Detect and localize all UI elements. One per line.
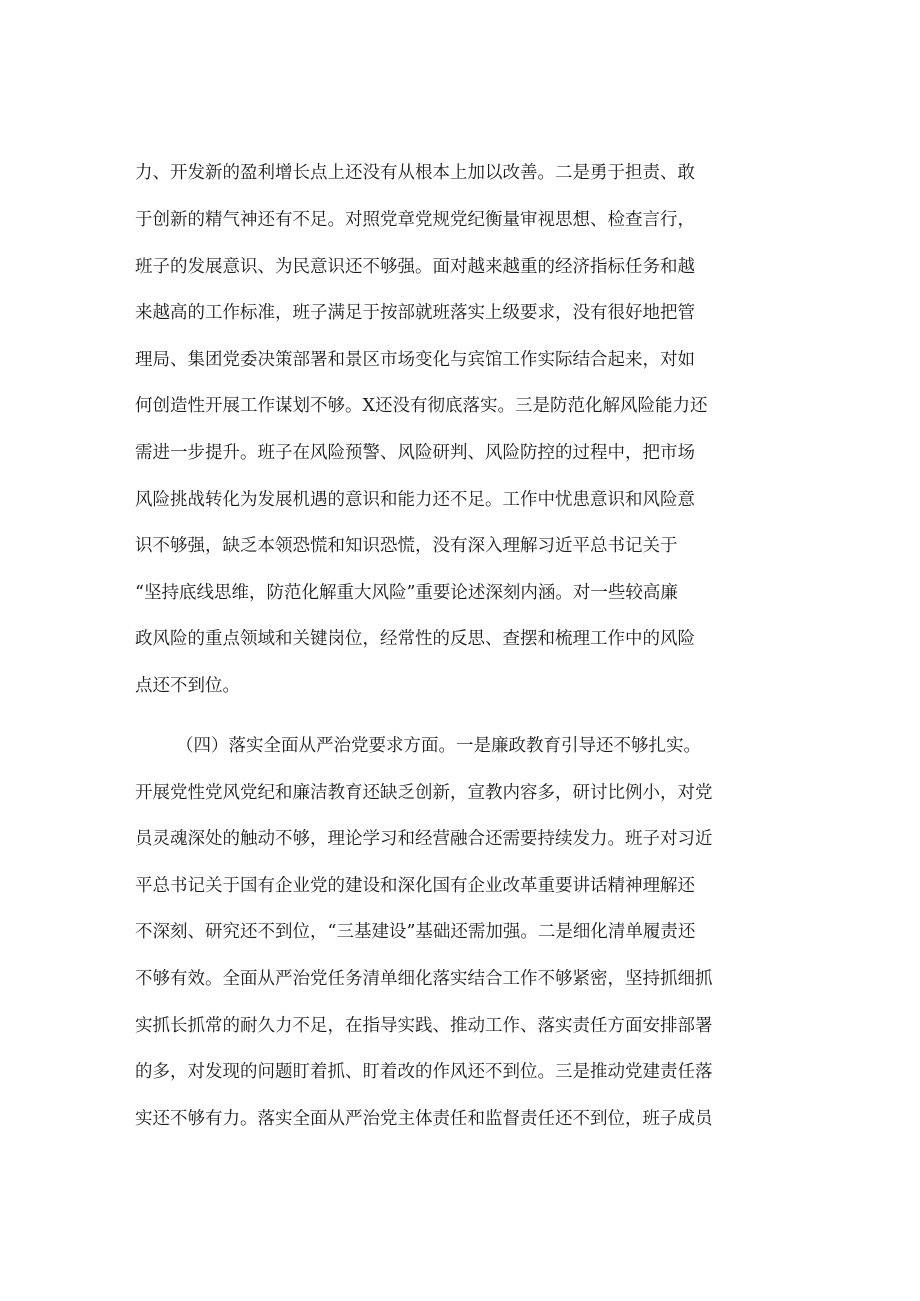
- text-line: 实抓长抓常的耐久力不足，在指导实践、推动工作、落实责任方面安排部署: [135, 1016, 713, 1036]
- text-line: 实还不够有力。落实全面从严治党主体责任和监督责任还不到位，班子成员: [135, 1109, 713, 1129]
- text-line: 来越高的工作标准，班子满足于按部就班落实上级要求，没有很好地把管: [135, 303, 695, 323]
- text-line: 平总书记关于国有企业党的建设和深化国有企业改革重要讲话精神理解还: [135, 876, 695, 896]
- text-line: 不够有效。全面从严治党任务清单细化落实结合工作不够紧密，坚持抓细抓: [135, 969, 713, 989]
- text-line: 理局、集团党委决策部署和景区市场变化与宾馆工作实际结合起来，对如: [135, 350, 695, 370]
- text-line: 的多，对发现的问题盯着抓、盯着改的作风还不到位。三是推动党建责任落: [135, 1062, 713, 1082]
- text-line: 识不够强，缺乏本领恐慌和知识恐慌，没有深入理解习近平总书记关于: [135, 536, 678, 556]
- text-line: 开展党性党风党纪和廉洁教育还缺乏创新，宣教内容多，研讨比例小，对党: [135, 783, 713, 803]
- text-line: 不深刻、研究还不到位，“三基建设”基础还需加强。二是细化清单履责还: [135, 922, 696, 942]
- text-line: 班子的发展意识、为民意识还不够强。面对越来越重的经济指标任务和越: [135, 257, 695, 277]
- text-line: 力、开发新的盈利增长点上还没有从根本上加以改善。二是勇于担责、敢: [135, 163, 695, 183]
- section-heading-line: （四）落实全面从严治党要求方面。一是廉政教育引导还不够扎实。: [176, 736, 701, 756]
- text-line: 员灵魂深处的触动不够，理论学习和经营融合还需要持续发力。班子对习近: [135, 829, 713, 849]
- text-line: 于创新的精气神还有不足。对照党章党规党纪衡量审视思想、检查言行，: [135, 210, 695, 230]
- text-line: 风险挑战转化为发展机遇的意识和能力还不足。工作中忧患意识和风险意: [135, 490, 695, 510]
- text-line: 政风险的重点领域和关键岗位，经常性的反思、查摆和梳理工作中的风险: [135, 629, 695, 649]
- text-line: 点还不到位。: [135, 676, 240, 696]
- text-line: 何创造性开展工作谋划不够。X还没有彻底落实。三是防范化解风险能力还: [135, 396, 708, 416]
- text-line: “坚持底线思维，防范化解重大风险”重要论述深刻内涵。对一些较高廉: [135, 583, 678, 603]
- text-line: 需进一步提升。班子在风险预警、风险研判、风险防控的过程中，把市场: [135, 443, 695, 463]
